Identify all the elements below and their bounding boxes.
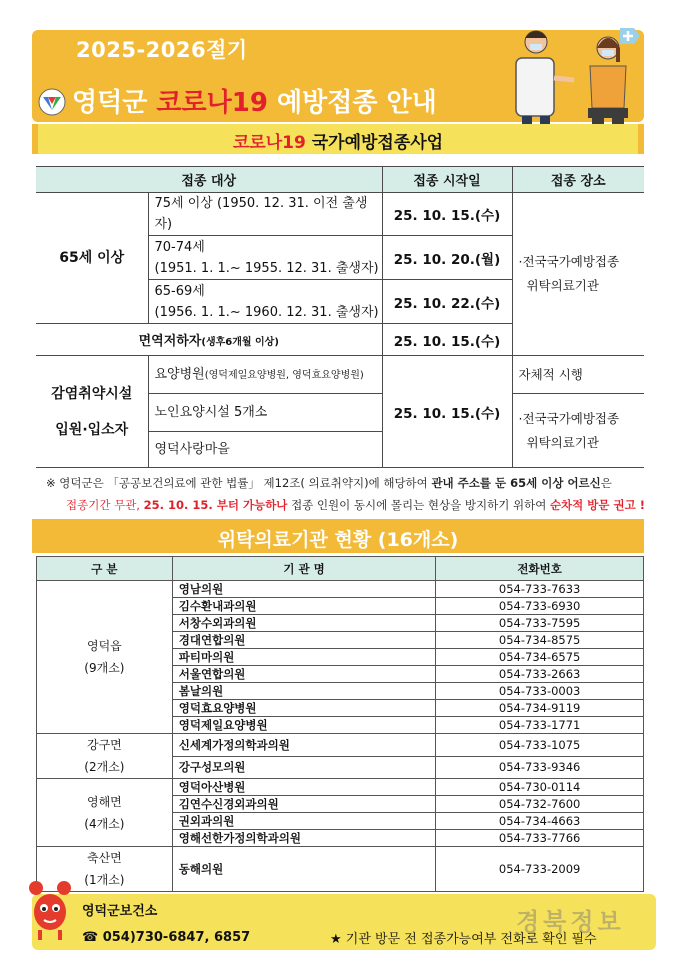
place-self: 자체적 시행 <box>512 356 644 394</box>
clinic-name: 서울연합의원 <box>172 666 436 683</box>
date-70-74: 25. 10. 20.(월) <box>382 236 512 280</box>
agency-name: 영덕군보건소 <box>82 904 158 919</box>
clinic-name: 경대연합의원 <box>172 632 436 649</box>
clinic-phone: 054-733-7633 <box>436 581 644 598</box>
schedule-table <box>36 166 644 468</box>
region-count: (4개소) <box>84 816 125 831</box>
clinic-name: 강구성모의원 <box>172 756 436 779</box>
section-subtitle: 코로나19 국가예방접종사업 <box>232 133 444 153</box>
target-65-69-age: 65-69세 <box>154 283 205 299</box>
clinic-phone: 054-733-7595 <box>436 615 644 632</box>
date-65-69: 25. 10. 22.(수) <box>382 280 512 324</box>
clinic-name: 동해의원 <box>172 847 436 892</box>
group-65-label: 65세 이상 <box>36 193 148 324</box>
notice-line2: 접종기간 무관, 25. 10. 15. 부터 가능하나 접종 인원이 동시에 몰리는 현상을 방지하기 위하여 순차적 방문 권고 ! <box>66 498 645 512</box>
table-row <box>37 734 644 757</box>
clinic-phone: 054-733-0003 <box>436 683 644 700</box>
target-65-69 <box>148 280 382 324</box>
vulnerable-date: 25. 10. 15.(수) <box>382 356 512 468</box>
region-name: 강구면 <box>86 738 122 752</box>
watermark: 경북정보 <box>516 908 625 936</box>
season-label: 2025-2026절기 <box>76 38 248 62</box>
region-count: (2개소) <box>84 760 125 774</box>
table-row <box>37 779 644 796</box>
clinic-name: 영남의원 <box>172 581 436 598</box>
place-national <box>512 193 644 356</box>
region-cell <box>37 779 173 847</box>
clinic-phone: 054-733-1771 <box>436 717 644 734</box>
region-count: (1개소) <box>84 873 125 887</box>
clinic-name: 영덕제일요양병원 <box>172 717 436 734</box>
clinic-phone: 054-734-8575 <box>436 632 644 649</box>
footer-notice: ★ 기관 방문 전 접종가능여부 전화로 확인 필수 <box>330 932 597 947</box>
clinic-name: 서창수외과의원 <box>172 615 436 632</box>
target-70-74-age: 70-74세 <box>154 239 205 255</box>
yeongdeok-logo-icon <box>38 88 66 116</box>
clinic-phone: 054-730-0114 <box>436 779 644 796</box>
notice-line1: ※ 영덕군은 「공공보건의료에 관한 법률」 제12조( 의료취약지)에 해당하여 관내 주소를 둔 65세 이상 어르신은 <box>46 476 612 490</box>
table-row <box>37 847 644 892</box>
clinic-name: 김연수신경외과의원 <box>172 796 436 813</box>
clinic-phone: 054-733-2009 <box>436 847 644 892</box>
clinics-body <box>37 581 644 892</box>
target-65-69-birth: (1956. 1. 1.~ 1960. 12. 31. 출생자) <box>154 304 379 320</box>
crab-mascot-icon <box>26 878 74 942</box>
immuno-target: 면역저하자(생후6개월 이상) <box>36 324 382 356</box>
place-national-2 <box>512 394 644 468</box>
region-cell <box>37 581 173 734</box>
region-count: (9개소) <box>84 661 125 675</box>
region-name: 축산면 <box>86 851 122 865</box>
clinics-title-bar <box>32 519 644 553</box>
header-start-date: 접종 시작일 <box>382 167 512 193</box>
header-phone: 전화번호 <box>436 557 644 581</box>
clinics-table <box>36 556 644 892</box>
page-title: 영덕군 코로나19 예방접종 안내 <box>72 88 437 118</box>
region-name: 영덕읍 <box>86 639 122 653</box>
clinic-phone: 054-733-1075 <box>436 734 644 757</box>
clinic-name: 영덕효요양병원 <box>172 700 436 717</box>
immuno-date: 25. 10. 15.(수) <box>382 324 512 356</box>
clinic-name: 김수환내과의원 <box>172 598 436 615</box>
clinic-name: 영덕아산병원 <box>172 779 436 796</box>
region-name: 영해면 <box>86 794 122 809</box>
subtitle-bar <box>32 124 644 154</box>
clinics-title: 위탁의료기관 현황 (16개소) <box>217 529 459 551</box>
schedule-row <box>36 193 644 236</box>
notice-text <box>46 472 646 516</box>
place-national2-line1: ·전국국가예방접종 <box>518 410 620 426</box>
date-75: 25. 10. 15.(수) <box>382 193 512 236</box>
target-70-74 <box>148 236 382 280</box>
target-70-74-birth: (1951. 1. 1.~ 1955. 12. 31. 출생자) <box>154 260 379 276</box>
clinic-phone: 054-734-4663 <box>436 813 644 830</box>
region-cell <box>37 734 173 779</box>
clinic-name: 영해선한가정의학과의원 <box>172 830 436 847</box>
clinic-phone: 054-734-9119 <box>436 700 644 717</box>
clinic-name: 신세계가정의학과의원 <box>172 734 436 757</box>
header-clinic-name: 기 관 명 <box>172 557 436 581</box>
target-75: 75세 이상 (1950. 12. 31. 이전 출생자) <box>148 193 382 236</box>
header-place: 접종 장소 <box>512 167 644 193</box>
clinic-name: 권외과의원 <box>172 813 436 830</box>
clinic-phone: 054-733-7766 <box>436 830 644 847</box>
place-national-line2: 위탁의료기관 <box>526 278 599 293</box>
schedule-row <box>36 356 644 394</box>
clinic-phone: 054-733-6930 <box>436 598 644 615</box>
group-vulnerable-label <box>36 356 148 468</box>
place-national-line1: ·전국국가예방접종 <box>518 254 620 269</box>
header-target: 접종 대상 <box>36 167 382 193</box>
schedule-header-row <box>36 167 644 193</box>
target-nursing-hospital: 요양병원(영덕제일요양병원, 영덕효요양병원) <box>148 356 382 394</box>
group-vulnerable-line2: 입원·입소자 <box>55 421 129 438</box>
clinic-phone: 054-732-7600 <box>436 796 644 813</box>
table-row <box>37 581 644 598</box>
place-national2-line2: 위탁의료기관 <box>526 434 599 450</box>
header-region: 구 분 <box>37 557 173 581</box>
clinic-phone: 054-733-9346 <box>436 756 644 779</box>
clinic-phone: 054-734-6575 <box>436 649 644 666</box>
clinics-header-row <box>37 557 644 581</box>
agency-phone: ☎ 054)730-6847, 6857 <box>82 930 251 945</box>
target-care-facilities: 노인요양시설 5개소 <box>148 394 382 432</box>
clinic-name: 파티마의원 <box>172 649 436 666</box>
clinic-name: 봄날의원 <box>172 683 436 700</box>
clinic-phone: 054-733-2663 <box>436 666 644 683</box>
target-sarang-village: 영덕사랑마을 <box>148 432 382 468</box>
group-vulnerable-line1: 감염취약시설 <box>51 385 133 402</box>
